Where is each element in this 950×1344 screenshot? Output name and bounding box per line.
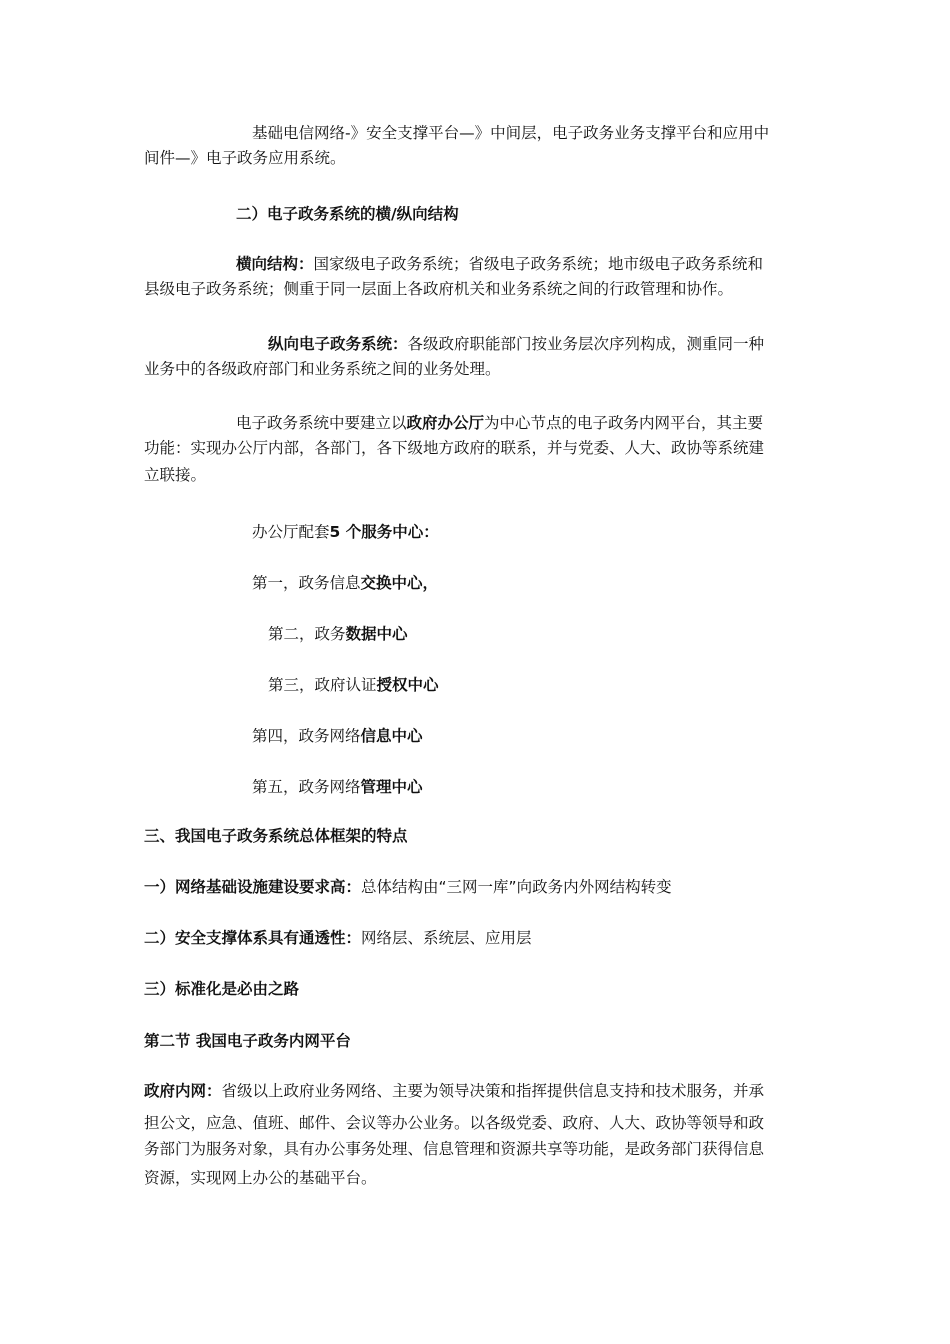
vertical-text: 各级政府职能部门按业务层次序列构成，测重同一种 — [407, 335, 765, 353]
term-horizontal-structure: 横向结构： — [236, 255, 314, 273]
service-center-item — [252, 724, 916, 749]
feature-text: 总体结构由“三网一库”向政务内外网结构转变 — [361, 878, 672, 896]
paragraph-vertical-line1 — [268, 332, 932, 357]
service-center-prefix: 第一，政务信息 — [252, 574, 361, 592]
paragraph-architecture-line2: 间件—》电子政务应用系统。 — [144, 149, 346, 167]
term-government-intranet: 政府内网： — [144, 1082, 222, 1100]
horizontal-text: 国家级电子政务系统；省级电子政务系统；地市级电子政务系统和 — [313, 255, 764, 273]
feature-standardization: 三）标准化是必由之路 — [144, 980, 300, 998]
paragraph-intranet-line3: 务部门为服务对象，具有办公事务处理、信息管理和资源共享等功能，是政务部门获得信息 — [144, 1140, 765, 1158]
service-center-item — [252, 775, 916, 800]
service-center-name: 授权中心 — [376, 676, 439, 694]
feature-text: 网络层、系统层、应用层 — [361, 929, 532, 947]
service-center-item — [268, 673, 932, 698]
paragraph-intranet-line4: 资源，实现网上办公的基础平台。 — [144, 1169, 377, 1187]
feature-title: 一）网络基础设施建设要求高： — [144, 878, 362, 896]
paragraph-horizontal-line2: 县级电子政务系统；侧重于同一层面上各政府机关和业务系统之间的行政管理和协作。 — [144, 280, 734, 298]
term-vertical-system: 纵向电子政务系统： — [268, 335, 408, 353]
service-center-prefix: 第五，政务网络 — [252, 778, 361, 796]
service-center-item — [268, 622, 932, 647]
service-centers-intro — [252, 520, 916, 545]
service-center-name: 管理中心 — [360, 778, 423, 796]
service-center-item — [252, 571, 916, 596]
service-center-prefix: 第四，政务网络 — [252, 727, 361, 745]
paragraph-office-line1 — [236, 411, 900, 436]
service-center-prefix: 第三，政府认证 — [268, 676, 377, 694]
paragraph-intranet-line2: 担公文，应急、值班、邮件、会议等办公业务。以各级党委、政府、人大、政协等领导和政 — [144, 1114, 765, 1132]
intranet-text: 省级以上政府业务网络、主要为领导决策和指挥提供信息支持和技术服务，并承 — [221, 1082, 765, 1100]
heading-section-two: 第二节 我国电子政务内网平台 — [144, 1032, 351, 1050]
paragraph-architecture-line1: 基础电信网络-》安全支撑平台—》中间层，电子政务业务支撑平台和应用中 — [252, 124, 770, 142]
paragraph-office-line3: 立联接。 — [144, 466, 207, 484]
office-text-pre: 电子政务系统中要建立以 — [236, 414, 407, 432]
service-centers-count: 5 个服务中心： — [329, 523, 439, 541]
service-center-name: 数据中心 — [345, 625, 408, 643]
paragraph-intranet-line1 — [144, 1079, 808, 1104]
paragraph-vertical-line2: 业务中的各级政府部门和业务系统之间的业务处理。 — [144, 360, 501, 378]
paragraph-office-line2: 功能：实现办公厅内部，各部门，各下级地方政府的联系，并与党委、人大、政协等系统建 — [144, 439, 765, 457]
service-centers-intro-text: 办公厅配套 — [252, 523, 330, 541]
feature-network-infrastructure — [144, 875, 808, 900]
feature-title: 二）安全支撑体系具有通透性： — [144, 929, 362, 947]
heading-framework-features: 三、我国电子政务系统总体框架的特点 — [144, 827, 408, 845]
service-center-name: 交换中心， — [360, 574, 439, 592]
service-center-prefix: 第二，政务 — [268, 625, 346, 643]
service-center-name: 信息中心 — [360, 727, 423, 745]
term-government-office: 政府办公厅 — [406, 414, 485, 432]
feature-security-support — [144, 926, 808, 951]
office-text-post: 为中心节点的电子政务内网平台，其主要 — [484, 414, 764, 432]
paragraph-horizontal-line1 — [236, 252, 900, 277]
heading-horizontal-vertical-structure: 二）电子政务系统的横/纵向结构 — [236, 205, 459, 223]
